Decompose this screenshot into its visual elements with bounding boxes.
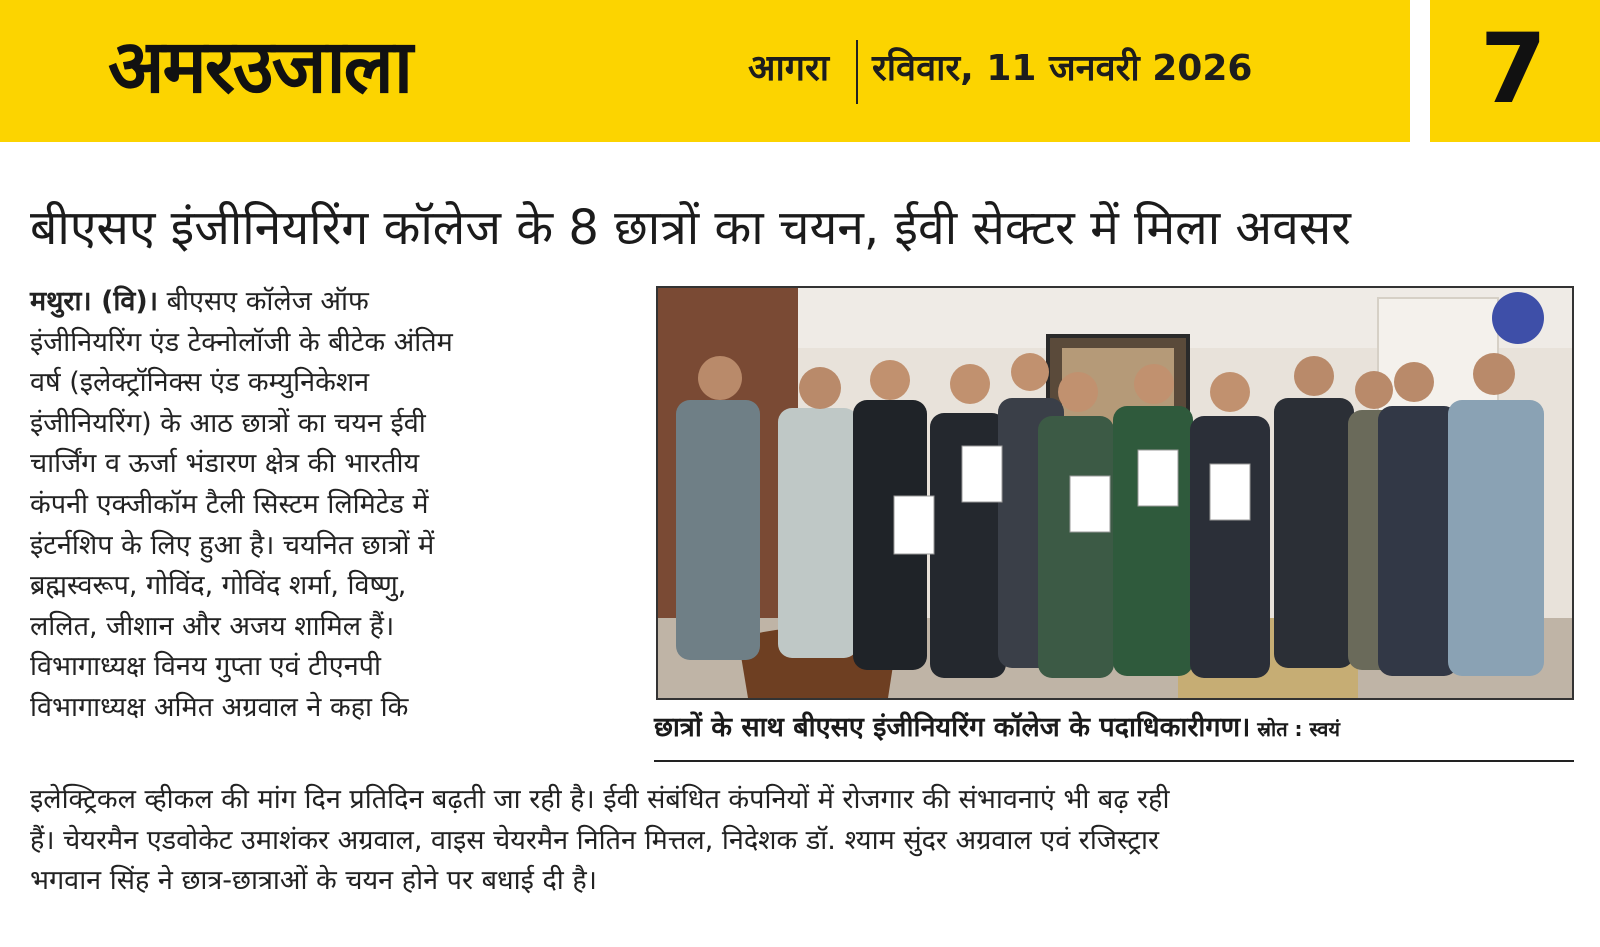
article-headline: बीएसए इंजीनियरिंग कॉलेज के 8 छात्रों का चयन, ईवी सेक्टर में मिला अवसर bbox=[30, 200, 1351, 256]
article-line: ललित, जीशान और अजय शामिल हैं। bbox=[30, 610, 395, 642]
article-line: हैं। चेयरमैन एडवोकेट उमाशंकर अग्रवाल, वाइस चेयरमैन नितिन मित्तल, निदेशक डॉ. श्याम सुंदर अग्रवाल एवं रजिस्ट्रार bbox=[30, 824, 1160, 856]
article-line: इंटर्नशिप के लिए हुआ है। चयनित छात्रों में bbox=[30, 529, 435, 561]
group-photo-illustration bbox=[658, 288, 1572, 698]
article-line: वर्ष (इलेक्ट्रॉनिक्स एंड कम्युनिकेशन bbox=[30, 367, 370, 399]
article-line: विभागाध्यक्ष अमित अग्रवाल ने कहा कि bbox=[30, 691, 409, 723]
article-line: चार्जिंग व ऊर्जा भंडारण क्षेत्र की भारतीय bbox=[30, 448, 420, 480]
photo-caption bbox=[654, 708, 1574, 749]
issue-date: रविवार, 11 जनवरी 2026 bbox=[872, 48, 1253, 89]
page-number: 7 bbox=[1480, 13, 1547, 125]
photo-source: स्रोत : स्वयं bbox=[1250, 717, 1341, 741]
article-full-width-text bbox=[30, 780, 1590, 902]
article-line bbox=[30, 282, 640, 323]
photo-caption-text: छात्रों के साथ बीएसए इंजीनियरिंग कॉलेज के पदाधिकारीगण। bbox=[654, 712, 1251, 743]
article-line: इंजीनियरिंग) के आठ छात्रों का चयन ईवी bbox=[30, 407, 426, 439]
newspaper-logo: अमरउजाला bbox=[108, 24, 412, 110]
edition-name: आगरा bbox=[748, 48, 830, 89]
masthead bbox=[0, 0, 1600, 142]
article-line: इलेक्ट्रिकल व्हीकल की मांग दिन प्रतिदिन बढ़ती जा रही है। ईवी संबंधित कंपनियों में रोजगार की संभावनाएं भी बढ़ रही bbox=[30, 784, 1170, 815]
article-dateline: मथुरा। (वि)। bbox=[30, 286, 158, 317]
article-line: ब्रह्मस्वरूप, गोविंद, गोविंद शर्मा, विष्णु, bbox=[30, 570, 407, 602]
article-line: कंपनी एक्जीकॉम टैली सिस्टम लिमिटेड में bbox=[30, 488, 429, 520]
article-line: इंजीनियरिंग एंड टेक्नोलॉजी के बीटेक अंतिम bbox=[30, 326, 453, 358]
group-photo bbox=[656, 286, 1574, 700]
article-column-text bbox=[30, 282, 640, 729]
article-line-text: बीएसए कॉलेज ऑफ bbox=[158, 286, 369, 317]
masthead-gap bbox=[1410, 0, 1430, 142]
caption-divider bbox=[654, 760, 1574, 762]
article-line: विभागाध्यक्ष विनय गुप्ता एवं टीएनपी bbox=[30, 651, 382, 683]
masthead-divider bbox=[856, 40, 858, 104]
article-line: भगवान सिंह ने छात्र-छात्राओं के चयन होने पर बधाई दी है। bbox=[30, 865, 597, 897]
